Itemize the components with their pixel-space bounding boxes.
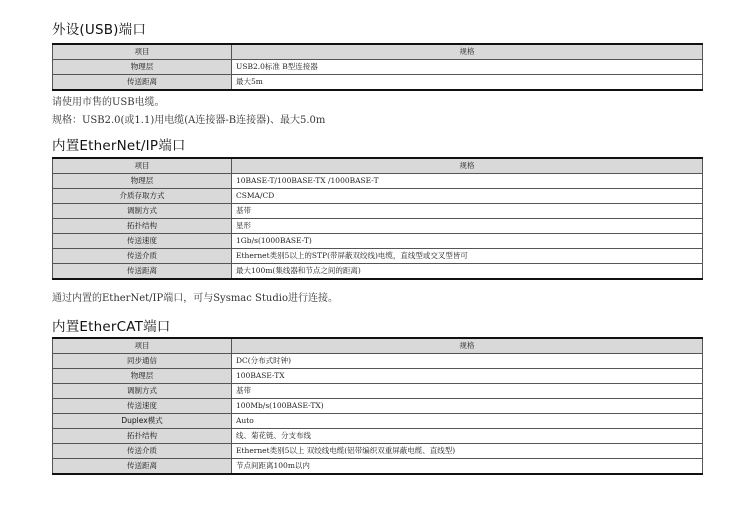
row-label: 传送速度 bbox=[53, 399, 232, 414]
table-row bbox=[53, 234, 703, 249]
table-header-row bbox=[53, 338, 703, 354]
table-row bbox=[53, 264, 703, 280]
row-value: USB2.0标准 B型连接器 bbox=[232, 60, 703, 75]
usb-note-1: 请使用市售的USB电缆。 bbox=[52, 97, 165, 108]
row-label: 传送距离 bbox=[53, 264, 232, 280]
header-item: 项目 bbox=[53, 338, 232, 354]
row-label: 物理层 bbox=[53, 174, 232, 189]
row-label: 传送速度 bbox=[53, 234, 232, 249]
ethernet-ip-spec-table bbox=[52, 157, 703, 280]
table-header-row bbox=[53, 158, 703, 174]
row-value: 最大100m(集线器和节点之间的距离) bbox=[232, 264, 703, 280]
ethercat-section-heading: 内置EtherCAT端口 bbox=[52, 319, 171, 335]
row-value: Ethernet类别5以上 双绞线电缆(铝带编织双重屏蔽电缆、直线型) bbox=[232, 444, 703, 459]
header-spec: 规格 bbox=[232, 338, 703, 354]
row-value: Auto bbox=[232, 414, 703, 429]
row-label: 调制方式 bbox=[53, 204, 232, 219]
table-row bbox=[53, 174, 703, 189]
row-label: 传送距离 bbox=[53, 459, 232, 475]
row-value: Ethernet类别5以上的STP(带屏蔽双绞线)电缆，直线型或交叉型皆可 bbox=[232, 249, 703, 264]
table-row bbox=[53, 414, 703, 429]
row-value: CSMA/CD bbox=[232, 189, 703, 204]
header-item: 项目 bbox=[53, 158, 232, 174]
row-label: Duplex模式 bbox=[53, 414, 232, 429]
table-row bbox=[53, 249, 703, 264]
table-row bbox=[53, 369, 703, 384]
row-label: 介质存取方式 bbox=[53, 189, 232, 204]
usb-spec-table bbox=[52, 43, 703, 91]
row-value: 1Gb/s(1000BASE-T) bbox=[232, 234, 703, 249]
ethernet-ip-note: 通过内置的EtherNet/IP端口，可与Sysmac Studio进行连接。 bbox=[52, 293, 338, 304]
ethernet-ip-section-heading: 内置EtherNet/IP端口 bbox=[52, 138, 186, 154]
row-label: 物理层 bbox=[53, 60, 232, 75]
row-label: 传送介质 bbox=[53, 444, 232, 459]
row-label: 拓扑结构 bbox=[53, 219, 232, 234]
table-header-row bbox=[53, 44, 703, 60]
row-value: 节点间距离100m以内 bbox=[232, 459, 703, 475]
row-value: 最大5m bbox=[232, 75, 703, 91]
row-value: 10BASE-T/100BASE-TX /1000BASE-T bbox=[232, 174, 703, 189]
row-label: 物理层 bbox=[53, 369, 232, 384]
row-value: DC(分布式时钟) bbox=[232, 354, 703, 369]
row-label: 同步通信 bbox=[53, 354, 232, 369]
table-row bbox=[53, 189, 703, 204]
table-row bbox=[53, 384, 703, 399]
row-label: 拓扑结构 bbox=[53, 429, 232, 444]
table-row bbox=[53, 204, 703, 219]
row-value: 基带 bbox=[232, 204, 703, 219]
table-row bbox=[53, 354, 703, 369]
table-row bbox=[53, 219, 703, 234]
table-row bbox=[53, 429, 703, 444]
row-label: 传送介质 bbox=[53, 249, 232, 264]
usb-note-2: 规格：USB2.0(或1.1)用电缆(A连接器-B连接器)、最大5.0m bbox=[52, 115, 326, 126]
row-value: 基带 bbox=[232, 384, 703, 399]
header-item: 项目 bbox=[53, 44, 232, 60]
table-row bbox=[53, 399, 703, 414]
table-row bbox=[53, 459, 703, 475]
row-label: 调制方式 bbox=[53, 384, 232, 399]
row-value: 100Mb/s(100BASE-TX) bbox=[232, 399, 703, 414]
ethercat-spec-table bbox=[52, 337, 703, 475]
header-spec: 规格 bbox=[232, 44, 703, 60]
header-spec: 规格 bbox=[232, 158, 703, 174]
table-row bbox=[53, 444, 703, 459]
table-row bbox=[53, 60, 703, 75]
row-value: 星形 bbox=[232, 219, 703, 234]
row-value: 100BASE-TX bbox=[232, 369, 703, 384]
table-row bbox=[53, 75, 703, 91]
row-label: 传送距离 bbox=[53, 75, 232, 91]
usb-section-heading: 外设(USB)端口 bbox=[52, 22, 147, 38]
row-value: 线、菊花链、分支布线 bbox=[232, 429, 703, 444]
